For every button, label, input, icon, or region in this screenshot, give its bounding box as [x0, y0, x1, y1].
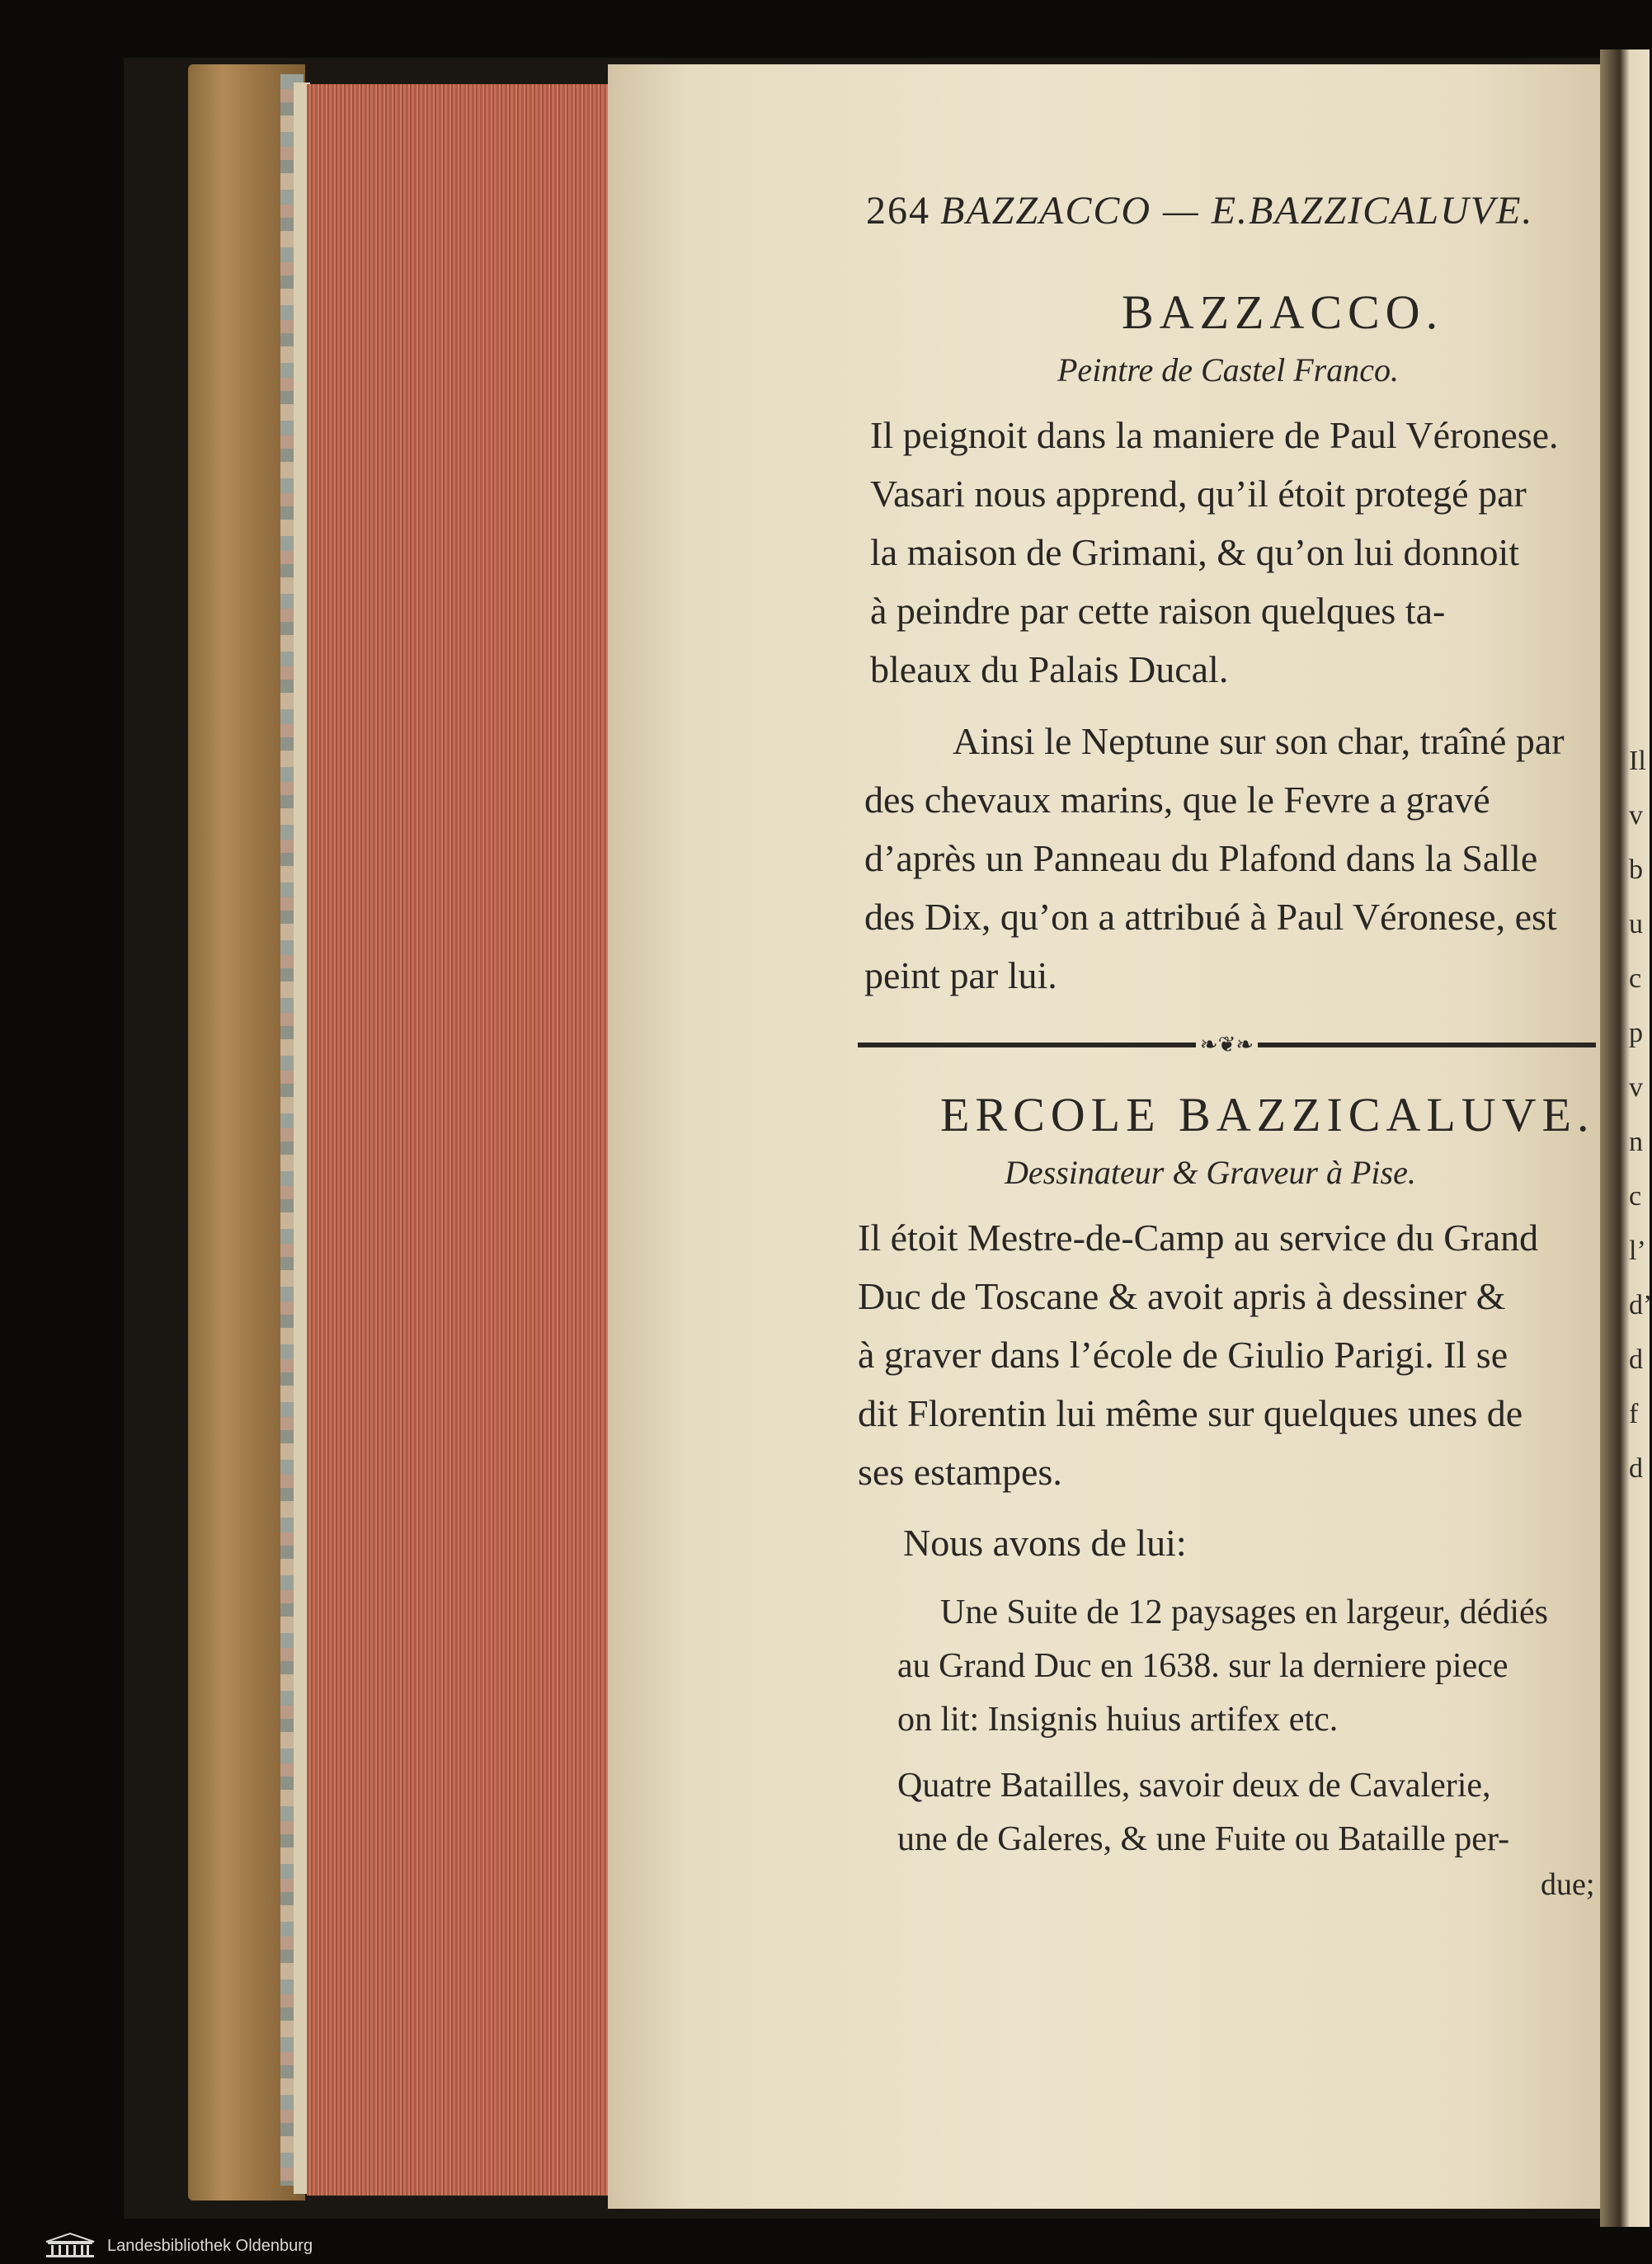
- running-head-title: BAZZACCO — E.BAZZICALUVE.: [940, 189, 1534, 233]
- entry1-line: bleaux du Palais Ducal.: [870, 648, 1229, 690]
- entry-heading-bazzicaluve: ERCOLE BAZZICALUVE.: [940, 1088, 1595, 1141]
- running-head: [866, 188, 1533, 233]
- fleuron-icon: ❧❦❧: [1199, 1033, 1254, 1057]
- entry1-line: Il peignoit dans la maniere de Paul Véronese.: [870, 414, 1559, 456]
- entry1-para2-line: peint par lui.: [864, 954, 1057, 996]
- red-page-edges: [307, 84, 608, 2196]
- work-line: au Grand Duc en 1638. sur la derniere piece: [897, 1647, 1508, 1685]
- ornamental-divider: [858, 1035, 1596, 1055]
- entry1-para2-line: Ainsi le Neptune sur son char, traîné par: [953, 720, 1565, 762]
- work-line: une de Galeres, & une Fuite ou Bataille per-: [897, 1820, 1510, 1858]
- works-intro: Nous avons de lui:: [903, 1522, 1187, 1564]
- entry1-line: Vasari nous apprend, qu’il étoit protegé par: [870, 473, 1527, 515]
- entry2-line: à graver dans l’école de Giulio Parigi. Il se: [858, 1334, 1508, 1376]
- entry1-para2-line: d’après un Panneau du Plafond dans la Salle: [864, 837, 1538, 879]
- page-number: 264: [866, 189, 930, 233]
- entry2-line: Il étoit Mestre-de-Camp au service du Grand: [858, 1217, 1539, 1259]
- catchword: due;: [1541, 1867, 1595, 1902]
- next-page-fragment: Il v b u c p v n c l’ d’ d f d: [1629, 746, 1652, 1484]
- footer-bar: [0, 2227, 1650, 2264]
- entry1-line: la maison de Grimani, & qu’on lui donnoit: [870, 531, 1520, 573]
- entry-subtitle-bazzacco: Peintre de Castel Franco.: [1057, 351, 1399, 388]
- library-building-icon: [43, 2232, 97, 2258]
- library-name: Landesbibliothek Oldenburg: [107, 2237, 313, 2255]
- entry2-line: dit Florentin lui même sur quelques unes de: [858, 1392, 1523, 1434]
- entry-subtitle-bazzicaluve: Dessinateur & Graveur à Pise.: [1005, 1154, 1416, 1191]
- work-line: on lit: Insignis huius artifex etc.: [897, 1701, 1339, 1739]
- entry1-line: à peindre par cette raison quelques ta-: [870, 590, 1446, 632]
- work-line: Quatre Batailles, savoir deux de Cavalerie,: [897, 1767, 1491, 1805]
- entry-heading-bazzacco: BAZZACCO.: [1122, 285, 1444, 339]
- entry1-para2-line: des Dix, qu’on a attribué à Paul Véronese, est: [864, 896, 1557, 938]
- entry2-line: ses estampes.: [858, 1451, 1062, 1493]
- work-line: Une Suite de 12 paysages en largeur, dédiés: [940, 1593, 1548, 1631]
- entry1-para2-line: des chevaux marins, que le Fevre a gravé: [864, 779, 1490, 821]
- entry2-line: Duc de Toscane & avoit apris à dessiner &: [858, 1275, 1506, 1317]
